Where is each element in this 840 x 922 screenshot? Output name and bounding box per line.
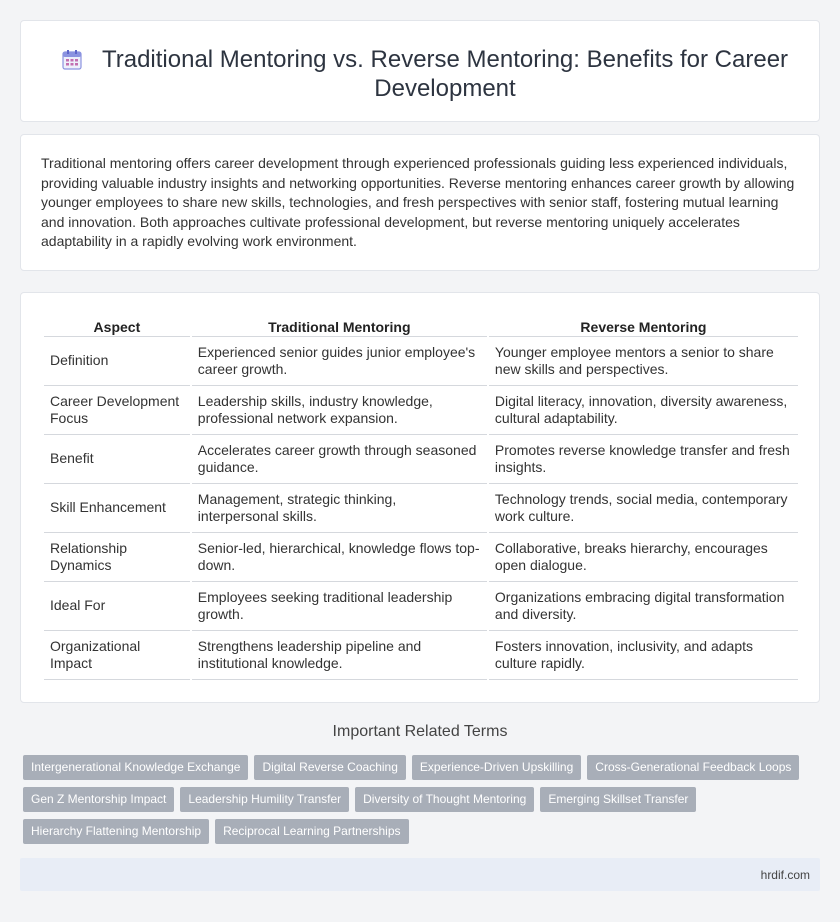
cell-reverse: Promotes reverse knowledge transfer and fresh insights. <box>489 435 798 484</box>
tag[interactable]: Digital Reverse Coaching <box>254 755 405 780</box>
cell-aspect: Ideal For <box>44 582 190 631</box>
cell-traditional: Management, strategic thinking, interpersonal skills. <box>192 484 487 533</box>
cell-aspect: Organizational Impact <box>44 631 190 680</box>
table-header-row <box>44 315 798 337</box>
cell-aspect: Relationship Dynamics <box>44 533 190 582</box>
tag[interactable]: Emerging Skillset Transfer <box>540 787 696 812</box>
tag[interactable]: Intergenerational Knowledge Exchange <box>23 755 248 780</box>
comparison-table <box>42 315 800 680</box>
table-row <box>44 337 798 386</box>
cell-reverse: Technology trends, social media, contemporary work culture. <box>489 484 798 533</box>
title-card <box>20 20 820 122</box>
table-row <box>44 582 798 631</box>
table-row <box>44 484 798 533</box>
table-row <box>44 386 798 435</box>
tag[interactable]: Gen Z Mentorship Impact <box>23 787 174 812</box>
tag[interactable]: Hierarchy Flattening Mentorship <box>23 819 209 844</box>
table-row <box>44 533 798 582</box>
tag[interactable]: Reciprocal Learning Partnerships <box>215 819 408 844</box>
cell-reverse: Younger employee mentors a senior to share new skills and perspectives. <box>489 337 798 386</box>
cell-aspect: Skill Enhancement <box>44 484 190 533</box>
footer <box>20 858 820 891</box>
cell-reverse: Digital literacy, innovation, diversity awareness, cultural adaptability. <box>489 386 798 435</box>
cell-traditional: Leadership skills, industry knowledge, professional network expansion. <box>192 386 487 435</box>
cell-traditional: Accelerates career growth through seasoned guidance. <box>192 435 487 484</box>
table-row <box>44 631 798 680</box>
tag[interactable]: Leadership Humility Transfer <box>180 787 349 812</box>
cell-traditional: Experienced senior guides junior employee's career growth. <box>192 337 487 386</box>
page-title: Traditional Mentoring vs. Reverse Mentoring: Benefits for Career Development <box>101 46 789 102</box>
tag-row <box>23 787 803 812</box>
cell-reverse: Organizations embracing digital transformation and diversity. <box>489 582 798 631</box>
cell-reverse: Collaborative, breaks hierarchy, encourages open dialogue. <box>489 533 798 582</box>
calendar-icon <box>61 49 83 71</box>
cell-aspect: Benefit <box>44 435 190 484</box>
related-terms-title: Important Related Terms <box>332 723 508 740</box>
cell-traditional: Senior-led, hierarchical, knowledge flows top-down. <box>192 533 487 582</box>
tag-row <box>23 755 803 780</box>
cell-reverse: Fosters innovation, inclusivity, and adapts culture rapidly. <box>489 631 798 680</box>
tag[interactable]: Cross-Generational Feedback Loops <box>587 755 799 780</box>
table-row <box>44 435 798 484</box>
intro-text: Traditional mentoring offers career development through experienced professionals guiding less experienced individuals, providing valuable industry insights and networking opportunities. Reverse mentoring enhances career growth by allowing younger employees to share new skills, technologies, and fresh perspectives with senior staff, fostering mutual learning and innovation. Both approaches cultivate professional development, but reverse mentoring uniquely accelerates adaptability in a rapidly evolving work environment. <box>41 155 795 250</box>
footer-site-link[interactable]: hrdif.com <box>760 868 810 882</box>
tag[interactable]: Diversity of Thought Mentoring <box>355 787 534 812</box>
related-terms-tags <box>23 755 803 851</box>
intro-card <box>20 134 820 271</box>
header-traditional: Traditional Mentoring <box>192 315 487 337</box>
header-reverse: Reverse Mentoring <box>489 315 798 337</box>
tag-row <box>23 819 803 844</box>
header-aspect: Aspect <box>44 315 190 337</box>
comparison-table-card <box>20 292 820 703</box>
cell-traditional: Employees seeking traditional leadership growth. <box>192 582 487 631</box>
cell-traditional: Strengthens leadership pipeline and institutional knowledge. <box>192 631 487 680</box>
tag[interactable]: Experience-Driven Upskilling <box>412 755 581 780</box>
cell-aspect: Career Development Focus <box>44 386 190 435</box>
cell-aspect: Definition <box>44 337 190 386</box>
